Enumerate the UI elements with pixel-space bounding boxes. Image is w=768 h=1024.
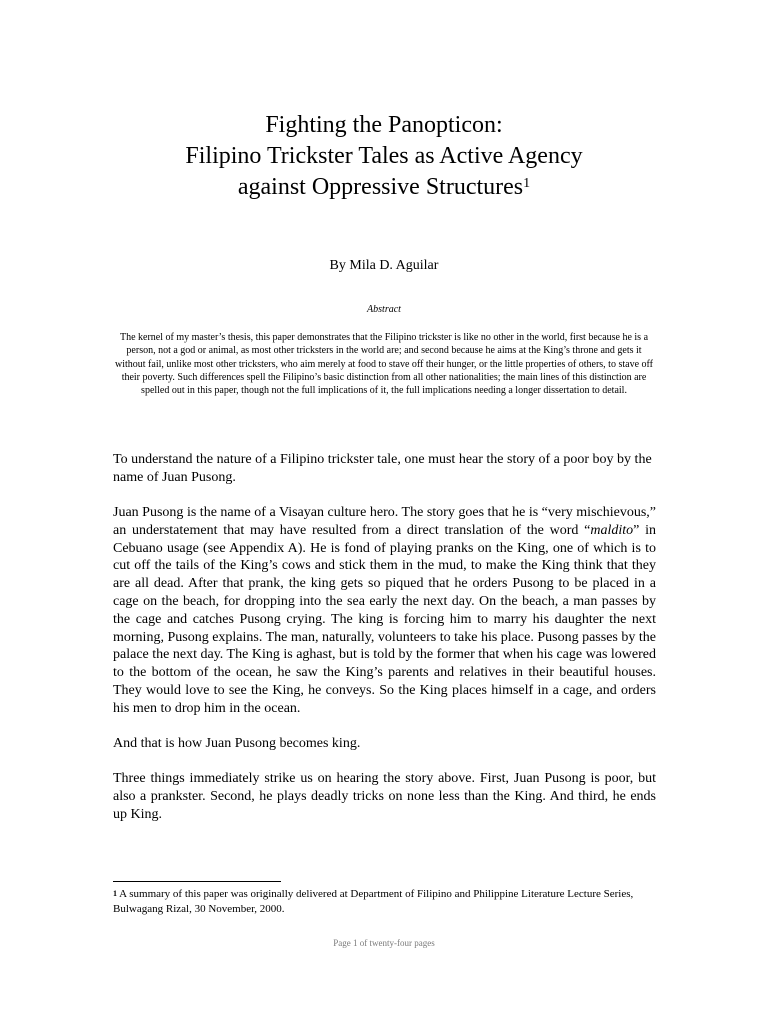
paragraph-2-part-b: ” in Cebuano usage (see Appendix A). He is fond of playing pranks on the King, one of which is to cut off the tails of the King’s cows and stick them in the mud, to make the King think that they are all dead. After that prank, the king gets so piqued that he orders Pusong to be placed in a cage on the beach, for dropping into the sea early the next day. On the beach, a man passes by the cage and catches Pusong crying. The king is forcing him to marry his daughter the next morning, Pusong explains. The man, naturally, volunteers to take his place. Pusong passes by the palace the next day. The King is aghast, but is told by the former that when his cage was lowered to the bottom of the ocean, he saw the King’s parents and relatives in their beautiful houses. They would love to see the King, he conveys. So the King places himself in a cage, and orders his men to drop him in the ocean. [113, 522, 656, 716]
title-line-3-text: against Oppressive Structures [237, 174, 524, 200]
abstract-text: The kernel of my master’s thesis, this paper demonstrates that the Filipino trickster is like no other in the world, first because he is a person, not a god or animal, as most other tricksters in the world are; and second because he aims at the King’s throne and gets it without fail, unlike most other tricksters, who aim merely at food to stave off their hunger, or the little properties of others, to stave off their poverty. Such differences spell the Filipino’s basic distinction from all other nationalities; the main lines of this distinction are spelled out in this paper, though not the full implications of it, the full implications needing a longer dissertation to detail. [115, 332, 653, 397]
paragraph-4: Three things immediately strike us on hearing the story above. First, Juan Pusong is poor, but also a prankster. Second, he plays deadly tricks on none less than the King. And third, he ends up King. [113, 771, 656, 823]
paragraph-2-part-a: Juan Pusong is the name of a Visayan culture hero. The story goes that he is “very mischievous,” an understatement that may have resulted from a direct translation of the word “ [113, 505, 656, 538]
page-number-footer: Page 1 of twenty-four pages [333, 938, 435, 948]
author-line: By Mila D. Aguilar [329, 258, 439, 273]
title-footnote-mark: 1 [523, 176, 531, 191]
paragraph-2-italic-term: maldito [590, 522, 634, 538]
title-line-2: Filipino Trickster Tales as Active Agency [185, 143, 583, 169]
footnote-text: A summary of this paper was originally delivered at Department of Filipino and Philippine Literature Lecture Series, Bulwagang Rizal, 30 November, 2000. [113, 888, 634, 915]
paragraph-3: And that is how Juan Pusong becomes king. [113, 736, 361, 752]
footnote [113, 887, 658, 916]
footnote-divider [113, 881, 281, 882]
title-line-3 [0, 172, 768, 203]
paragraph-1: To understand the nature of a Filipino trickster tale, one must hear the story of a poor boy by the name of Juan Pusong. [113, 452, 652, 485]
body-text [113, 451, 656, 841]
abstract-heading: Abstract [367, 304, 401, 315]
title-line-1: Fighting the Panopticon: [265, 112, 503, 138]
footnote-mark: 1 [113, 889, 117, 898]
paper-title [0, 110, 768, 203]
paragraph-2 [113, 504, 656, 718]
